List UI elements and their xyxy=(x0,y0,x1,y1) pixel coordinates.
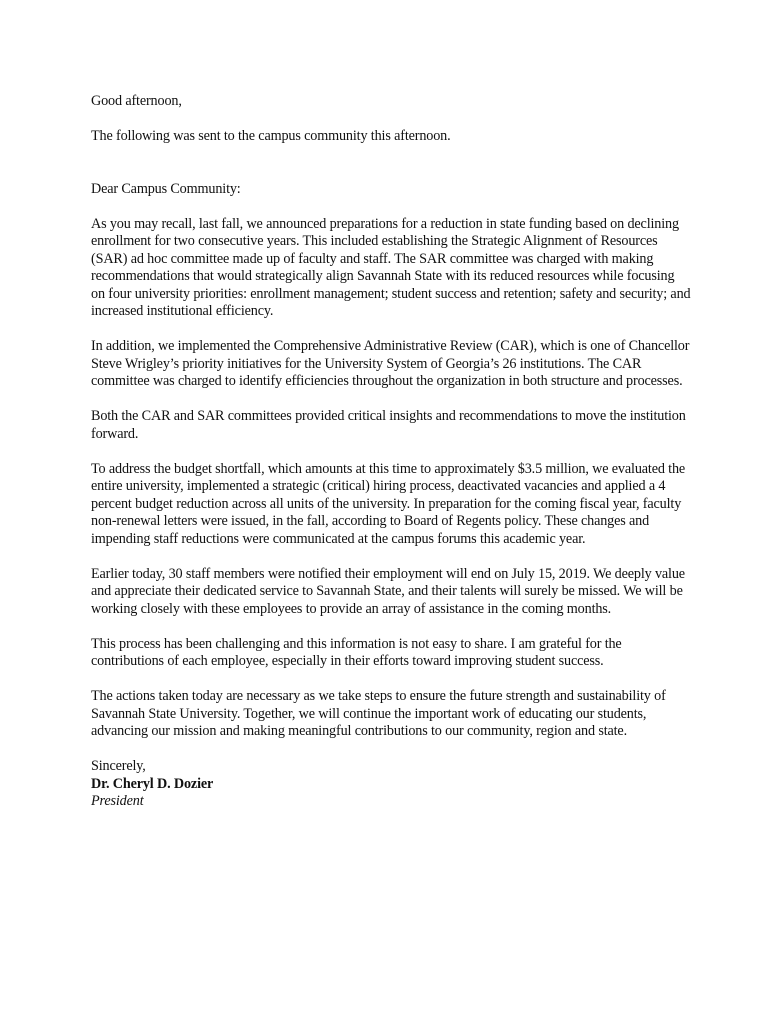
greeting: Good afternoon, xyxy=(91,93,182,109)
paragraph-committees: Both the CAR and SAR committees provided critical insights and recommendations to move the institution forward. xyxy=(91,408,686,442)
paragraph-future: The actions taken today are necessary as we take steps to ensure the future strength and sustainability of Savannah State University. Together, we will continue the important work of educating our students, advancing our mission and making meaningful contributions to our community, region and state. xyxy=(91,688,666,739)
intro-line: The following was sent to the campus community this afternoon. xyxy=(91,128,451,144)
paragraph-car: In addition, we implemented the Comprehensive Administrative Review (CAR), which is one of Chancellor Steve Wrigley’s priority initiatives for the University System of Georgia’s 26 institutions. The CAR committee was charged to identify efficiencies throughout the organization in both structure and processes. xyxy=(91,338,690,389)
paragraph-budget: To address the budget shortfall, which amounts at this time to approximately $3.5 million, we evaluated the entire university, implemented a strategic (critical) hiring process, deactivated vacancies and applied a 4 percent budget reduction across all units of the university. In preparation for the coming fiscal year, faculty non-renewal letters were issued, in the fall, according to Board of Regents policy. These changes and impending staff reductions were communicated at the campus forums this academic year. xyxy=(91,460,686,547)
salutation: Dear Campus Community: xyxy=(91,180,241,197)
paragraph-gratitude: This process has been challenging and this information is not easy to share. I am grateful for the contributions of each employee, especially in their efforts toward improving student success. xyxy=(91,635,622,669)
signature-block xyxy=(91,758,691,811)
signer-title: President xyxy=(91,793,144,809)
closing: Sincerely, xyxy=(91,758,146,774)
letter-document xyxy=(91,93,691,811)
signer-name: Dr. Cheryl D. Dozier xyxy=(91,775,214,792)
paragraph-staff: Earlier today, 30 staff members were notified their employment will end on July 15, 2019. We deeply value and appreciate their dedicated service to Savannah State, and their talents will surely be missed. We will be working closely with these employees to provide an array of assistance in the coming months. xyxy=(91,565,685,617)
paragraph-sar: As you may recall, last fall, we announced preparations for a reduction in state funding based on declining enrollment for two consecutive years. This included establishing the Strategic Alignment of Resources (SAR) ad hoc committee made up of faculty and staff. The SAR committee was charged with making recommendations that would strategically align Savannah State with its reduced resources while focusing on four university priorities: enrollment management; student success and retention; safety and security; and increased institutional efficiency. xyxy=(91,215,691,319)
